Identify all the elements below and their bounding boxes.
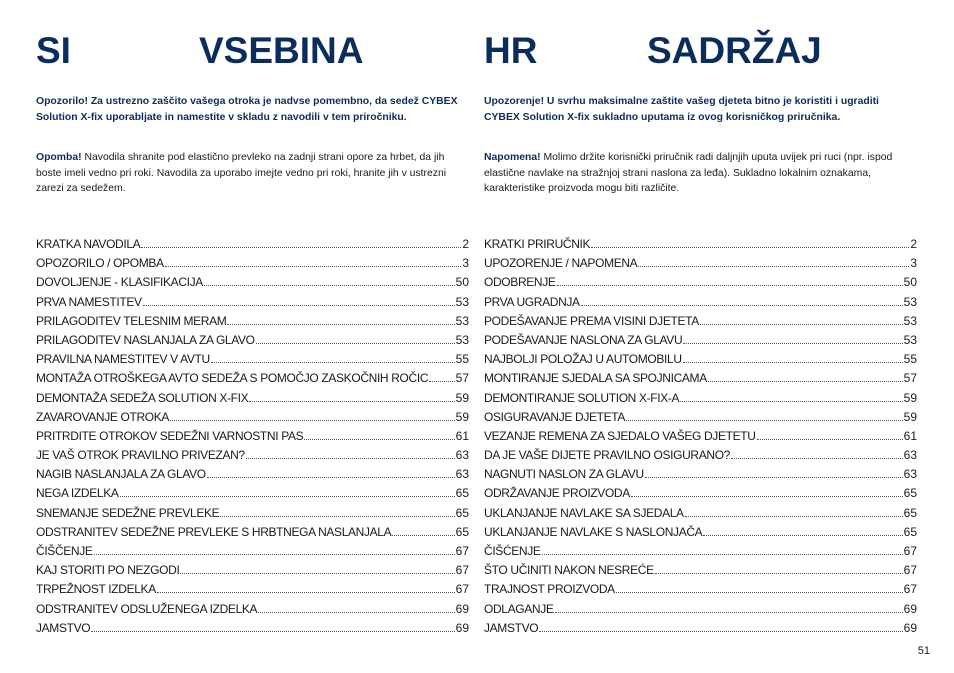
toc-entry-title: MONTIRANJE SJEDALA SA SPOJNICAMA <box>484 371 707 386</box>
toc-entry[interactable] <box>484 295 917 314</box>
toc-entry-page: 59 <box>455 409 469 424</box>
dot-leader <box>227 315 454 325</box>
dot-leader <box>638 257 909 267</box>
toc-entry[interactable] <box>484 429 917 448</box>
toc-entry-page: 61 <box>903 428 917 443</box>
toc-entry-title: PRITRDITE OTROKOV SEDEŽNI VARNOSTNI PAS <box>36 428 304 443</box>
toc-entry-title: DEMONTAŽA SEDEŽA SOLUTION X-FIX <box>36 390 249 405</box>
toc-entry-page: 50 <box>455 275 469 290</box>
toc-entry-page: 69 <box>455 620 469 635</box>
croatian-title <box>484 30 914 74</box>
dot-leader <box>645 468 903 478</box>
toc-entry[interactable] <box>36 506 469 525</box>
toc-entry-title: KRATKI PRIRUČNIK <box>484 237 591 251</box>
toc-entry[interactable] <box>36 391 469 410</box>
toc-entry-title: KRATKA NAVODILA <box>36 237 141 251</box>
note-body: Navodila shranite pod elastično prevleko na zadnji strani opore za hrbet, da jih boste imeli vedno pri roki. Navodila za uporabo imejte vedno pri roki, hranite jih v ustrezni zarezi za sedežem. <box>36 152 447 194</box>
toc-entry-page: 55 <box>455 352 469 367</box>
toc-entry[interactable] <box>36 371 469 390</box>
dot-leader <box>207 468 455 478</box>
toc-entry-title: PODEŠAVANJE NASLONA ZA GLAVU <box>484 332 683 347</box>
dot-leader <box>616 583 903 593</box>
toc-entry[interactable] <box>36 352 469 371</box>
dot-leader <box>180 564 454 574</box>
toc-entry-title: OPOZORILO / OPOMBA <box>36 256 164 271</box>
dot-leader <box>631 487 903 497</box>
dot-leader <box>555 603 903 613</box>
dot-leader <box>157 583 455 593</box>
dot-leader <box>91 622 454 632</box>
toc-entry[interactable] <box>484 314 917 333</box>
warning-text: Opozorilo! Za ustrezno zaščito vašega otroka je nadvse pomembno, da sedež CYBEX Solution X-fix uporabljate in namestite v skladu z navodili v tem priročniku. <box>36 96 458 123</box>
toc-entry[interactable] <box>36 544 469 563</box>
toc-entry-title: PODEŠAVANJE PREMA VISINI DJETETA <box>484 313 699 328</box>
toc-entry-title: UKLANJANJE NAVLAKE S NASLONJAČA <box>484 524 703 539</box>
dot-leader <box>708 372 903 382</box>
toc-entry-page: 65 <box>455 505 469 520</box>
toc-entry[interactable] <box>36 237 469 256</box>
toc-entry[interactable] <box>484 506 917 525</box>
toc-entry-page: 63 <box>903 448 917 463</box>
toc-entry-page: 69 <box>903 620 917 635</box>
toc-entry-page: 3 <box>462 256 469 271</box>
toc-entry-title: ČIŠĆENJE <box>484 544 541 558</box>
toc-entry[interactable] <box>484 467 917 486</box>
toc-entry-title: KAJ STORITI PO NEZGODI <box>36 563 180 578</box>
toc-entry-page: 59 <box>455 390 469 405</box>
toc-entry-title: UPOZORENJE / NAPOMENA <box>484 256 638 271</box>
language-code: SI <box>36 30 71 71</box>
dot-leader <box>626 411 903 421</box>
toc-entry-title: MONTAŽA OTROŠKEGA AVTO SEDEŽA S POMOČJO ZASKOČNIH ROČIC <box>36 371 429 386</box>
toc-entry-title: DEMONTIRANJE SOLUTION X-FIX-A <box>484 390 680 405</box>
toc-entry-title: ČIŠČENJE <box>36 544 93 558</box>
toc-entry-page: 65 <box>903 486 917 501</box>
toc-entry-page: 67 <box>903 563 917 578</box>
toc-entry-title: PRVA NAMESTITEV <box>36 294 142 309</box>
toc-entry[interactable] <box>36 256 469 275</box>
dot-leader <box>685 507 903 517</box>
toc-entry-title: PRVA UGRADNJA <box>484 294 580 309</box>
toc-entry[interactable] <box>484 582 917 601</box>
note-paragraph <box>36 150 466 197</box>
toc-entry[interactable] <box>484 486 917 505</box>
toc-entry[interactable] <box>484 371 917 390</box>
toc-entry[interactable] <box>36 275 469 294</box>
toc-entry-page: 67 <box>903 582 917 597</box>
toc-entry-page: 67 <box>455 582 469 597</box>
dot-leader <box>731 449 903 459</box>
toc-entry-title: PRILAGODITEV NASLANJALA ZA GLAVO <box>36 332 255 347</box>
toc-entry[interactable] <box>36 602 469 621</box>
toc-entry[interactable] <box>484 563 917 582</box>
toc-entry-title: DOVOLJENJE - KLASIFIKACIJA <box>36 275 203 290</box>
toc-entry-title: ODLAGANJE <box>484 601 554 616</box>
dot-leader <box>683 334 902 344</box>
toc-entry[interactable] <box>36 295 469 314</box>
dot-leader <box>581 296 903 306</box>
toc-entry-title: SNEMANJE SEDEŽNE PREVLEKE <box>36 505 220 520</box>
dot-leader <box>557 276 903 286</box>
dot-leader <box>703 526 902 536</box>
toc-entry[interactable] <box>484 275 917 294</box>
dot-leader <box>429 372 454 382</box>
toc-entry-page: 67 <box>903 544 917 558</box>
toc-entry-page: 63 <box>455 467 469 482</box>
dot-leader <box>683 353 903 363</box>
dot-leader <box>542 545 903 555</box>
dot-leader <box>246 449 455 459</box>
toc-entry[interactable] <box>484 410 917 429</box>
toc-entry[interactable] <box>36 448 469 467</box>
section-heading: SADRŽAJ <box>647 30 822 71</box>
toc-entry-page: 67 <box>455 563 469 578</box>
toc-entry[interactable] <box>484 391 917 410</box>
toc-entry-title: JAMSTVO <box>484 620 539 635</box>
toc-entry-page: 63 <box>455 448 469 463</box>
dot-leader <box>700 315 903 325</box>
toc-entry-page: 50 <box>903 275 917 290</box>
toc-entry[interactable] <box>484 525 917 544</box>
dot-leader <box>211 353 455 363</box>
dot-leader <box>591 238 909 248</box>
dot-leader <box>304 430 454 440</box>
toc-entry-title: TRAJNOST PROIZVODA <box>484 582 615 597</box>
dot-leader <box>94 545 455 555</box>
dot-leader <box>249 392 454 402</box>
toc-entry-page: 65 <box>455 486 469 501</box>
dot-leader <box>170 411 455 421</box>
toc-entry-page: 57 <box>903 371 917 386</box>
warning-text: Upozorenje! U svrhu maksimalne zaštite vašeg djeteta bitno je koristiti i ugraditi CYBEX Solution X-fix sukladno uputama iz ovog korisničkog priručnika. <box>484 96 879 123</box>
toc-entry[interactable] <box>484 621 917 640</box>
dot-leader <box>165 257 462 267</box>
note-lead: Opomba! <box>36 152 82 163</box>
dot-leader <box>392 526 454 536</box>
toc-entry-title: DA JE VAŠE DIJETE PRAVILNO OSIGURANO? <box>484 448 731 463</box>
toc-entry-title: OSIGURAVANJE DJETETA <box>484 409 626 424</box>
toc-entry-page: 61 <box>455 428 469 443</box>
toc-entry-page: 63 <box>903 467 917 482</box>
toc-entry[interactable] <box>36 525 469 544</box>
toc-entry-page: 53 <box>903 332 917 347</box>
toc-entry[interactable] <box>36 314 469 333</box>
toc-entry-title: PRAVILNA NAMESTITEV V AVTU <box>36 352 210 367</box>
toc-entry[interactable] <box>36 621 469 640</box>
dot-leader <box>655 564 903 574</box>
note-body: Molimo držite korisnički priručnik radi daljnjih uputa uvijek pri ruci (npr. ispod elastične navlake na stražnjoj strani naslona za leđa). Sukladno lokalnim oznakama, karakteristike proizvoda mogu biti različite. <box>484 152 893 194</box>
toc-entry-page: 53 <box>455 332 469 347</box>
toc-entry[interactable] <box>36 563 469 582</box>
toc-entry-page: 53 <box>455 313 469 328</box>
toc-entry[interactable] <box>484 256 917 275</box>
toc-entry-page: 2 <box>462 237 469 251</box>
toc-entry-title: ODSTRANITEV SEDEŽNE PREVLEKE S HRBTNEGA NASLANJALA <box>36 524 392 539</box>
toc-entry-title: JAMSTVO <box>36 620 91 635</box>
toc-entry[interactable] <box>484 333 917 352</box>
toc-entry[interactable] <box>484 237 917 256</box>
dot-leader <box>757 430 903 440</box>
toc-entry-title: TRPEŽNOST IZDELKA <box>36 582 156 597</box>
toc-entry-page: 3 <box>910 256 917 271</box>
table-of-contents <box>484 237 917 640</box>
toc-entry-title: VEZANJE REMENA ZA SJEDALO VAŠEG DJETETU <box>484 428 756 443</box>
toc-entry[interactable] <box>36 582 469 601</box>
dot-leader <box>141 238 461 248</box>
toc-entry-title: NAGIB NASLANJALA ZA GLAVO <box>36 467 206 482</box>
dot-leader <box>256 334 455 344</box>
toc-entry[interactable] <box>484 602 917 621</box>
toc-entry-title: NAJBOLJI POLOŽAJ U AUTOMOBILU <box>484 352 682 367</box>
dot-leader <box>258 603 454 613</box>
table-of-contents <box>36 237 469 640</box>
toc-entry-page: 55 <box>903 352 917 367</box>
toc-entry[interactable] <box>484 544 917 563</box>
toc-entry-title: ODRŽAVANJE PROIZVODA <box>484 486 630 501</box>
toc-entry-page: 67 <box>455 544 469 558</box>
page-number: 51 <box>917 645 930 657</box>
toc-entry[interactable] <box>36 486 469 505</box>
toc-entry-page: 57 <box>455 371 469 386</box>
dot-leader <box>220 507 454 517</box>
toc-entry-title: ŠTO UČINITI NAKON NESREĆE <box>484 563 654 578</box>
toc-entry-page: 53 <box>455 294 469 309</box>
toc-entry[interactable] <box>484 448 917 467</box>
toc-entry-title: UKLANJANJE NAVLAKE SA SJEDALA <box>484 505 684 520</box>
language-code: HR <box>484 30 538 71</box>
toc-entry[interactable] <box>36 429 469 448</box>
toc-entry[interactable] <box>36 333 469 352</box>
note-lead: Napomena! <box>484 152 541 163</box>
toc-entry-title: ODOBRENJE <box>484 275 556 290</box>
toc-entry-title: PRILAGODITEV TELESNIM MERAM <box>36 313 227 328</box>
toc-entry-page: 2 <box>910 237 917 251</box>
dot-leader <box>143 296 455 306</box>
section-heading: VSEBINA <box>199 30 364 71</box>
dot-leader <box>204 276 455 286</box>
toc-entry-page: 59 <box>903 409 917 424</box>
dot-leader <box>120 487 455 497</box>
toc-entry-page: 53 <box>903 294 917 309</box>
toc-entry-title: NAGNUTI NASLON ZA GLAVU <box>484 467 644 482</box>
toc-entry-page: 69 <box>455 601 469 616</box>
toc-entry-page: 65 <box>903 524 917 539</box>
toc-entry-page: 69 <box>903 601 917 616</box>
toc-entry-title: ZAVAROVANJE OTROKA <box>36 409 170 424</box>
toc-entry-page: 59 <box>903 390 917 405</box>
toc-entry-page: 65 <box>455 524 469 539</box>
slovenian-title <box>36 30 466 74</box>
toc-entry[interactable] <box>36 410 469 429</box>
toc-entry[interactable] <box>36 467 469 486</box>
toc-entry-page: 65 <box>903 505 917 520</box>
toc-entry[interactable] <box>484 352 917 371</box>
dot-leader <box>539 622 902 632</box>
toc-entry-title: JE VAŠ OTROK PRAVILNO PRIVEZAN? <box>36 448 245 463</box>
toc-entry-page: 53 <box>903 313 917 328</box>
dot-leader <box>680 392 902 402</box>
toc-entry-title: ODSTRANITEV ODSLUŽENEGA IZDELKA <box>36 601 258 616</box>
note-paragraph <box>484 150 914 197</box>
toc-entry-title: NEGA IZDELKA <box>36 486 119 501</box>
